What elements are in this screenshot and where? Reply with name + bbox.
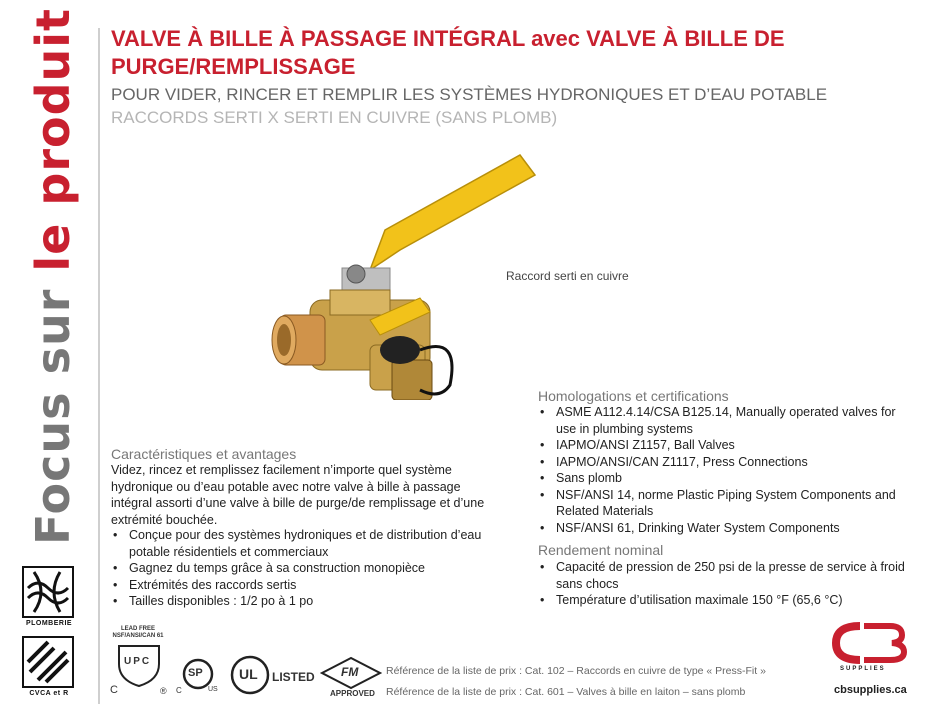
certifications-list <box>538 404 908 536</box>
list-item: • Sans plomb <box>538 470 908 487</box>
lead-free-mark: LEAD FREE NSF/ANSI/CAN 61 <box>112 626 164 639</box>
ul-listed: LISTED <box>272 670 315 684</box>
category-label-plumbing: PLOMBERIE <box>25 620 73 627</box>
upc-text: UPC <box>124 656 152 667</box>
features-list <box>111 527 491 610</box>
brand-tagline: SUPPLIES <box>840 666 886 672</box>
certifications-heading: Homologations et certifications <box>538 388 729 404</box>
list-item: • Capacité de pression de 250 psi de la presse de service à froid sans chocs <box>538 559 908 592</box>
divider-line <box>98 28 100 704</box>
brand-website: cbsupplies.ca <box>834 684 907 696</box>
rating-heading: Rendement nominal <box>538 542 664 558</box>
price-list-reference-1: Référence de la liste de prix : Cat. 102 – Raccords en cuivre de type « Press-Fit » <box>386 665 766 677</box>
rating-list <box>538 559 908 609</box>
plumbing-icon <box>22 566 74 618</box>
page-title: VALVE À BILLE À PASSAGE INTÉGRAL avec VALVE À BILLE DE PURGE/REMPLISSAGE <box>111 26 785 79</box>
csa-text: SP <box>188 667 203 679</box>
upc-c: C <box>110 684 118 696</box>
category-label-hvac: CVCA et R <box>29 690 69 697</box>
list-item: • Tailles disponibles : 1/2 po à 1 po <box>111 593 491 610</box>
csa-us: US <box>208 686 218 693</box>
ul-text: UL <box>239 666 258 682</box>
sidebar-title-part1: Focus sur <box>26 271 80 545</box>
image-caption: Raccord serti en cuivre <box>506 269 629 283</box>
cb-logo-icon <box>830 620 910 666</box>
sidebar-title-part2: le produit <box>26 7 80 272</box>
list-item: • Gagnez du temps grâce à sa construction monopièce <box>111 560 491 577</box>
hvac-icon <box>22 636 74 688</box>
csa-c: C <box>176 686 182 695</box>
fm-text: FM <box>341 665 359 679</box>
list-item: • IAPMO/ANSI Z1157, Ball Valves <box>538 437 908 454</box>
list-item: • Conçue pour des systèmes hydroniques et de distribution d’eau potable résidentiels et commerciaux <box>111 527 491 560</box>
list-item: • IAPMO/ANSI/CAN Z1117, Press Connections <box>538 454 908 471</box>
features-intro: Videz, rincez et remplissez facilement n’importe quel système hydronique ou d’eau potable avec notre valve à bille à passage intégral assorti d’une valve à bille de purge/de remplissage et d’une extrémité bouchée. <box>111 463 485 527</box>
price-list-reference-2: Référence de la liste de prix : Cat. 601 – Valves à bille en laiton – sans plomb <box>386 686 746 698</box>
page-subtitle: POUR VIDER, RINCER ET REMPLIR LES SYSTÈMES HYDRONIQUES ET D’EAU POTABLE <box>111 85 828 104</box>
list-item: • ASME A112.4.14/CSA B125.14, Manually operated valves for use in plumbing systems <box>538 404 908 437</box>
sidebar-title <box>26 7 80 545</box>
fm-approved: APPROVED <box>330 689 375 698</box>
list-item: • NSF/ANSI 14, norme Plastic Piping System Components and Related Materials <box>538 487 908 520</box>
list-item: • NSF/ANSI 61, Drinking Water System Components <box>538 520 908 537</box>
features-heading: Caractéristiques et avantages <box>111 446 297 462</box>
registered-mark: ® <box>160 686 167 696</box>
list-item: • Température d’utilisation maximale 150 °F (65,6 °C) <box>538 592 908 609</box>
page-subtitle-secondary: RACCORDS SERTI X SERTI EN CUIVRE (SANS PLOMB) <box>111 108 558 127</box>
list-item: • Extrémités des raccords sertis <box>111 577 491 594</box>
